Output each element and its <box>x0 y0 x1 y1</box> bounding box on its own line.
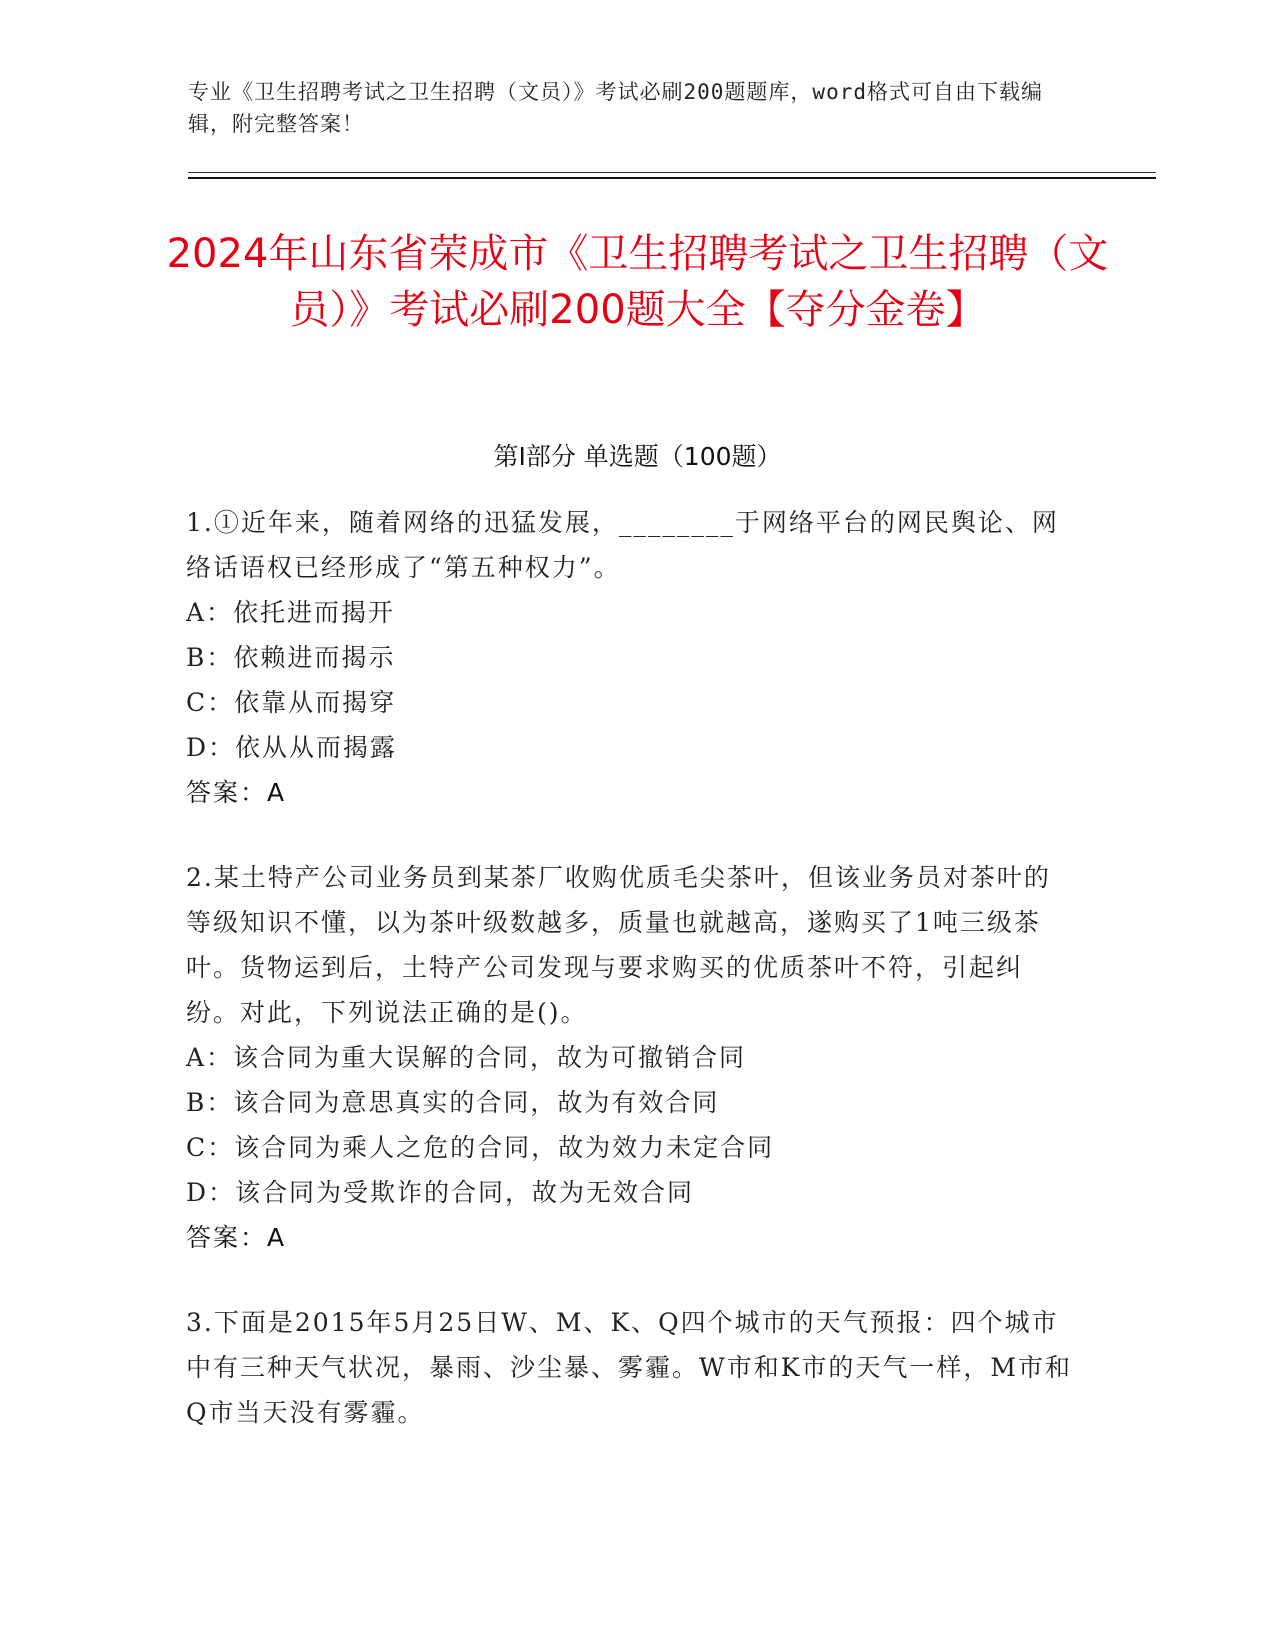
option-d: D：依从从而揭露 <box>186 733 398 762</box>
option-a: A：该合同为重大误解的合同，故为可撤销合同 <box>186 1043 747 1072</box>
option-c: C：依靠从而揭穿 <box>186 688 397 717</box>
answer: 答案：A <box>186 1223 287 1252</box>
document-title: 2024年山东省荣成市《卫生招聘考试之卫生招聘（文员）》考试必刷200题大全【夺分金卷】 <box>166 231 1109 333</box>
question-stem: 3.下面是2015年5月25日W、M、K、Q四个城市的天气预报：四个城市中有三种天气状况，暴雨、沙尘暴、雾霾。W市和K市的天气一样，M市和Q市当天没有雾霾。 <box>186 1308 1072 1427</box>
header-note: 专业《卫生招聘考试之卫生招聘（文员）》考试必刷200题题库，word格式可自由下载编辑，附完整答案！ <box>188 80 1043 136</box>
answer: 答案：A <box>186 778 287 807</box>
option-b: B：依赖进而揭示 <box>186 643 396 672</box>
question-2 <box>186 855 1076 1260</box>
header-rule-thick <box>188 177 1156 179</box>
option-a: A：依托进而揭开 <box>186 598 396 627</box>
option-c: C：该合同为乘人之危的合同，故为效力未定合同 <box>186 1133 775 1162</box>
section-heading: 第I部分 单选题（100题） <box>493 442 782 471</box>
header-rule-thin <box>188 172 1156 173</box>
question-1 <box>186 500 1076 815</box>
question-stem: 1.①近年来，随着网络的迅猛发展，________于网络平台的网民舆论、网络话语权已经形成了“第五种权力”。 <box>186 508 1059 582</box>
option-d: D：该合同为受欺诈的合同，故为无效合同 <box>186 1178 695 1207</box>
option-b: B：该合同为意思真实的合同，故为有效合同 <box>186 1088 720 1117</box>
question-3 <box>186 1300 1076 1435</box>
question-stem: 2.某土特产公司业务员到某茶厂收购优质毛尖茶叶，但该业务员对茶叶的等级知识不懂，以为茶叶级数越多，质量也就越高，遂购买了1吨三级茶叶。货物运到后，土特产公司发现与要求购买的优质茶叶不符，引起纠纷。对此，下列说法正确的是()。 <box>186 863 1051 1027</box>
